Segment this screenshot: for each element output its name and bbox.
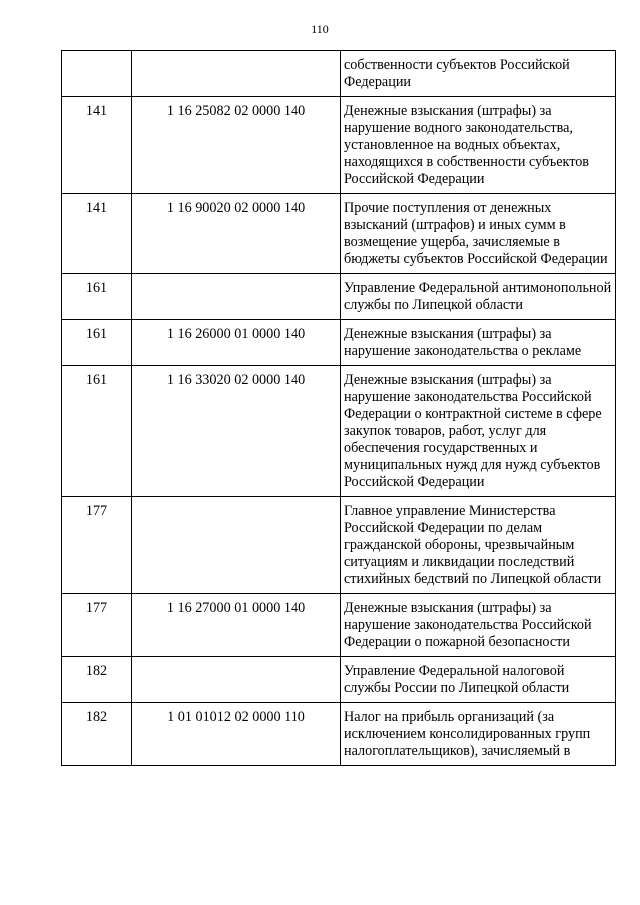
table-row [62,97,616,194]
admin-code-cell: 182 [62,703,132,766]
description-cell: Денежные взыскания (штрафы) за нарушение законодательства Российской Федерации о контрактной системе в сфере закупок товаров, работ, услуг для обеспечения государственных и муниципальных нужд для нужд субъектов Российской Федерации [341,366,616,497]
admin-code-cell [62,51,132,97]
description-cell: Управление Федеральной антимонопольной службы по Липецкой области [341,274,616,320]
budget-code-cell: 1 01 01012 02 0000 110 [132,703,341,766]
table-row [62,366,616,497]
budget-code-cell [132,51,341,97]
admin-code-cell: 141 [62,97,132,194]
description-cell: Главное управление Министерства Российской Федерации по делам гражданской обороны, чрезвычайным ситуациям и ликвидации последствий стихийных бедствий по Липецкой области [341,497,616,594]
description-cell: собственности субъектов Российской Федерации [341,51,616,97]
budget-code-cell: 1 16 25082 02 0000 140 [132,97,341,194]
page-number: 110 [311,22,329,36]
description-cell: Денежные взыскания (штрафы) за нарушение законодательства о рекламе [341,320,616,366]
admin-code-cell: 182 [62,657,132,703]
description-cell: Налог на прибыль организаций (за исключением консолидированных групп налогоплательщиков), зачисляемый в [341,703,616,766]
budget-code-cell: 1 16 27000 01 0000 140 [132,594,341,657]
table-row [62,51,616,97]
budget-code-cell [132,657,341,703]
revenue-codes-table [61,50,616,766]
description-cell: Прочие поступления от денежных взысканий (штрафов) и иных сумм в возмещение ущерба, зачисляемые в бюджеты субъектов Российской Федерации [341,194,616,274]
table-row [62,594,616,657]
table-row [62,497,616,594]
budget-code-cell: 1 16 26000 01 0000 140 [132,320,341,366]
table-row [62,703,616,766]
table-row [62,657,616,703]
admin-code-cell: 161 [62,320,132,366]
budget-code-cell: 1 16 33020 02 0000 140 [132,366,341,497]
description-cell: Денежные взыскания (штрафы) за нарушение законодательства Российской Федерации о пожарной безопасности [341,594,616,657]
budget-code-cell: 1 16 90020 02 0000 140 [132,194,341,274]
description-cell: Управление Федеральной налоговой службы России по Липецкой области [341,657,616,703]
admin-code-cell: 177 [62,594,132,657]
admin-code-cell: 141 [62,194,132,274]
admin-code-cell: 161 [62,366,132,497]
budget-code-cell [132,274,341,320]
admin-code-cell: 177 [62,497,132,594]
budget-code-cell [132,497,341,594]
table-row [62,320,616,366]
description-cell: Денежные взыскания (штрафы) за нарушение водного законодательства, установленное на водных объектах, находящихся в собственности субъектов Российской Федерации [341,97,616,194]
table-row [62,274,616,320]
table-row [62,194,616,274]
admin-code-cell: 161 [62,274,132,320]
